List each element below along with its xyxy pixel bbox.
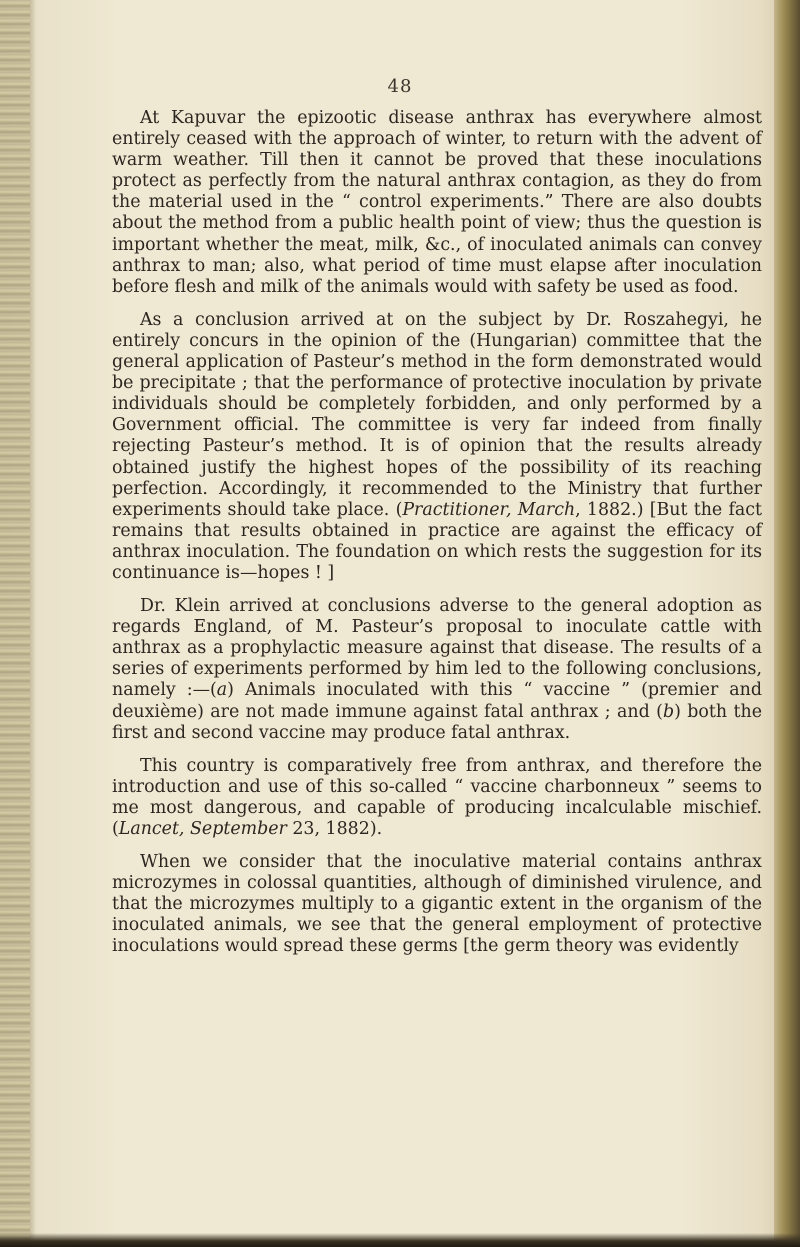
paragraph-text: When we consider that the inoculative material contains anthrax microzymes in colossal quantities, although of diminished virulence, and that the microzymes multiply to a gigantic extent in the organism of the inoculated animals, we see that the general employment of protective inoculations would spread these germs [the germ theory was evidently bbox=[112, 852, 762, 957]
page-number: 48 bbox=[387, 76, 413, 97]
paragraph-klein bbox=[112, 596, 762, 744]
paragraph-text: Dr. Klein arrived at conclusions adverse to the general adoption as regards England, of M. Pasteur’s proposal to inoculate cattle with anthrax as a prophylactic measure against that disease. The results of a series of experiments performed by him led to the following conclusions, namely :—( bbox=[112, 596, 762, 701]
body-text bbox=[112, 108, 762, 958]
paragraph-text: This country is comparatively free from anthrax, and therefore the introduction and use of this so-called “ vaccine charbonneux ” seems to me most dangerous, and capable of producing incalculable mischief. ( bbox=[112, 755, 762, 839]
italic-citation: a bbox=[216, 680, 228, 701]
italic-citation: b bbox=[662, 701, 675, 722]
paragraph-kapuvar bbox=[112, 108, 762, 298]
paragraph-text: , 1882.) [But the fact remains that results obtained in practice are against the efficacy of anthrax inoculation. The foundation on which rests the suggestion for its continuance is—hopes ! ] bbox=[112, 499, 762, 583]
page-bottom-edge bbox=[0, 1233, 800, 1247]
paragraph-text: ) Animals inoculated with this “ vaccine ” (premier and deuxième) are not made immune against fatal anthrax ; and ( bbox=[112, 680, 762, 722]
paragraph-text: 23, 1882). bbox=[286, 819, 383, 839]
paragraph-microzymes bbox=[112, 852, 762, 957]
italic-citation: Lancet, September bbox=[118, 819, 287, 839]
page-edge-shadow bbox=[774, 0, 800, 1247]
paragraph-text: As a conclusion arrived at on the subject by Dr. Roszahegyi, he entirely concurs in the opinion of the (Hungarian) committee that the general application of Pasteur’s method in the form demonstrated would be precipitate ; that the performance of protective inoculation by private individuals should be completely forbidden, and only performed by a Government official. The committee is very far indeed from finally rejecting Pasteur’s method. It is of opinion that the results already obtained justify the highest hopes of the possibility of its reaching perfection. Accordingly, it recommended to the Ministry that further experiments should take place. ( bbox=[112, 309, 762, 520]
paragraph-text: At Kapuvar the epizootic disease anthrax has everywhere almost entirely ceased with the approach of winter, to return with the advent of warm weather. Till then it cannot be proved that these inoculations protect as perfectly from the natural anthrax contagion, as they do from the material used in the “ control experiments.” There are also doubts about the method from a public health point of view; thus the question is important whether the meat, milk, &c., of inoculated animals can convey anthrax to man; also, what period of time must elapse after inoculation before flesh and milk of the animals would with safety be used as food. bbox=[112, 108, 762, 297]
paragraph-country bbox=[112, 756, 762, 840]
binding-gutter bbox=[0, 0, 30, 1247]
paragraph-roszahegyi bbox=[112, 310, 762, 584]
paragraph-text: ) both the first and second vaccine may produce fatal anthrax. bbox=[112, 701, 762, 743]
italic-citation: Practitioner, March bbox=[402, 499, 576, 520]
